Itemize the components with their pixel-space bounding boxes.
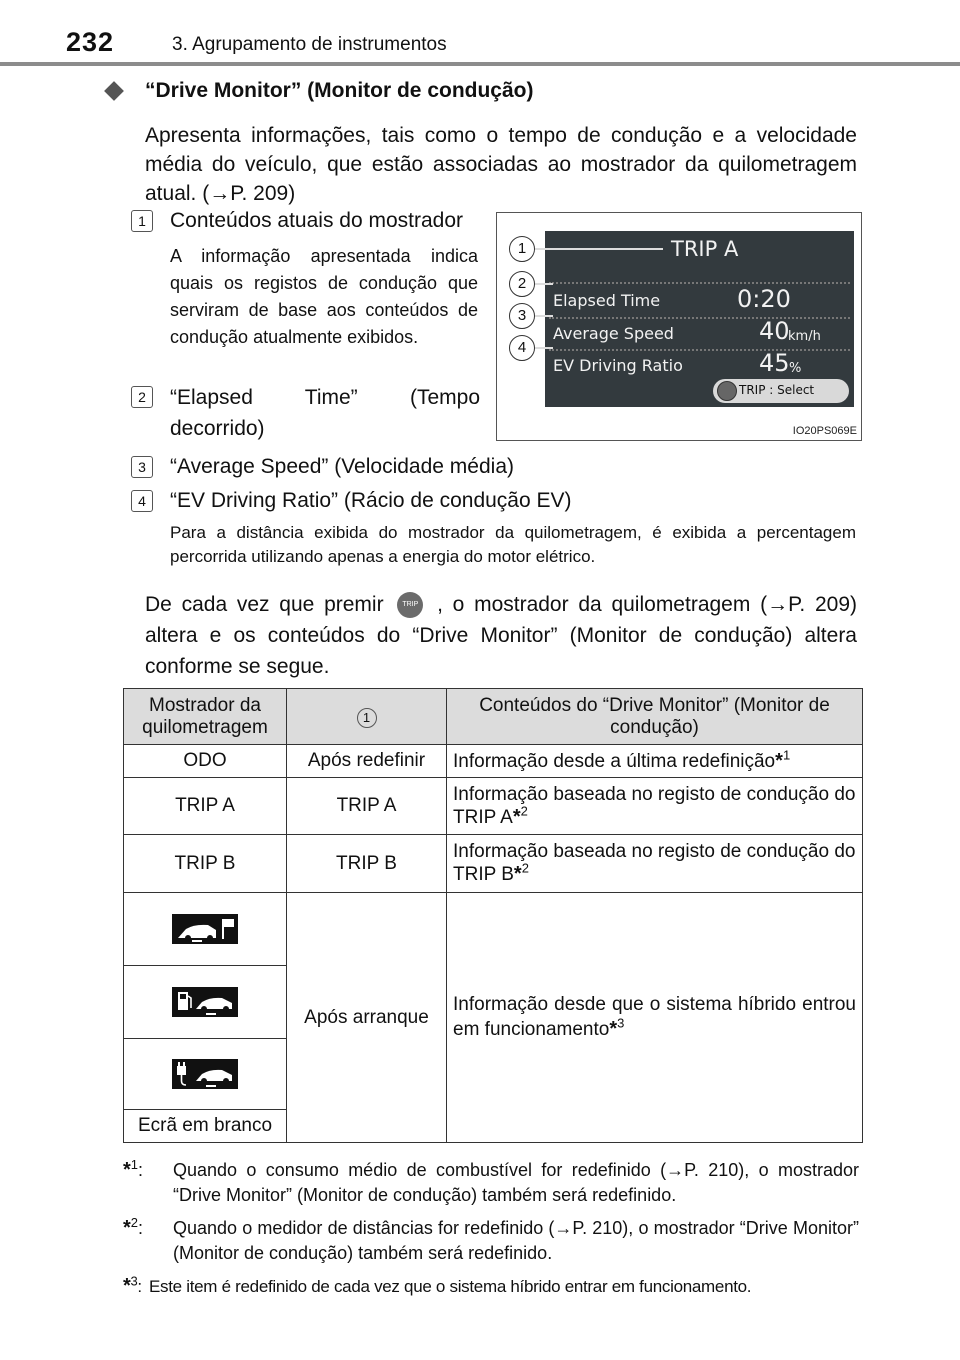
figure-code: IO20PS069E [792, 425, 857, 437]
item-desc-1: A informação apresentada indica quais os registos de condução que serviram de base aos conteúdos de condução atualmente exibidos. [170, 246, 478, 347]
row-basis: TRIP A [287, 778, 447, 835]
callout-1: 1 [509, 236, 535, 262]
callout-leader-4 [535, 347, 553, 349]
footnote-star: * [123, 1159, 131, 1181]
display-screen [545, 231, 854, 407]
footnote-star: * [609, 1018, 618, 1040]
footnote-3 [123, 1274, 859, 1299]
footnote-text: Quando o consumo médio de combustível for redefinido (→P. 210), o mostrador “Drive Monitor” (Monitor de condução) também será redefinido. [173, 1160, 859, 1205]
row-contents-text: Informação desde a última redefinição [453, 750, 776, 772]
footnote-star: * [123, 1275, 131, 1297]
section-intro: Apresenta informações, tais como o tempo de condução e a velocidade média do veículo, que estão associadas ao mostrador da quilometragem atual. (→P. 209) [145, 124, 857, 205]
table-row [124, 893, 863, 966]
screen-row-unit-3: % [789, 361, 802, 376]
footnote-ref: 1 [782, 747, 791, 763]
footnote-ref: 3 [617, 1015, 625, 1031]
screen-row-label-2: Average Speed [553, 324, 674, 343]
item-title-2: “Elapsed Time” (Tempo decorrido) [170, 386, 480, 440]
callout-leader-3 [535, 315, 553, 317]
item-title-4: “EV Driving Ratio” (Rácio de condução EV) [170, 489, 572, 512]
item-number-3: 3 [131, 456, 153, 478]
header-contents: Conteúdos do “Drive Monitor” (Monitor de condução) [447, 689, 863, 745]
screen-separator [549, 317, 850, 319]
range-to-flag-icon [172, 914, 238, 944]
diamond-bullet-icon [104, 81, 124, 101]
row-odometer: ODO [124, 745, 287, 778]
item-number-2: 2 [131, 386, 153, 408]
screen-row-value-1: 0:20 [737, 285, 791, 313]
table-row [124, 778, 863, 835]
page-number: 232 [66, 27, 115, 57]
blank-display-cell: Ecrã em branco [124, 1110, 287, 1143]
group-contents [447, 893, 863, 1143]
item-number-1: 1 [131, 210, 153, 232]
screen-row-value-3: 45 [759, 349, 790, 377]
trip-button-icon: TRIP [397, 592, 423, 618]
ev-range-icon [172, 1059, 238, 1089]
row-contents-text: Informação baseada no registo de condução do TRIP B [453, 841, 856, 885]
footnote-label: *$^2$: [123, 1215, 144, 1239]
screen-row-value-2: 40 [759, 317, 790, 345]
footnote-1 [123, 1158, 859, 1208]
footnote-text: Quando o medidor de distâncias for redefinido (→P. 210), o mostrador “Drive Monitor” (Monitor de condução) também será redefinido. [173, 1218, 859, 1263]
header-rule [0, 62, 960, 66]
item-number-4: 4 [131, 490, 153, 512]
callout-2: 2 [509, 271, 535, 297]
trip-paragraph [145, 589, 857, 682]
table-row [124, 745, 863, 778]
screen-separator [549, 349, 850, 351]
group-basis: Após arranque [287, 893, 447, 1143]
footnote-star: * [123, 1217, 131, 1239]
row-odometer: TRIP A [124, 778, 287, 835]
row-contents [447, 835, 863, 893]
table-row [124, 835, 863, 893]
screen-separator [549, 282, 850, 284]
callout-3: 3 [509, 303, 535, 329]
footnote-ref: 2 [521, 860, 529, 876]
header-odometer: Mostrador da quilometragem [124, 689, 287, 745]
trip-knob-icon [717, 381, 737, 401]
icon-cell [124, 1039, 287, 1110]
chapter-title: 3. Agrupamento de instrumentos [172, 34, 447, 55]
item-title-1: Conteúdos atuais do mostrador [170, 209, 464, 232]
drive-monitor-figure [496, 212, 862, 441]
screen-row-label-3: EV Driving Ratio [553, 356, 683, 375]
footnote-text: Este item é redefinido de cada vez que o sistema híbrido entrar em funcionamento. [149, 1277, 752, 1296]
group-contents-text: Informação desde que o sistema híbrido entrou em funcionamento [453, 994, 856, 1040]
row-odometer: TRIP B [124, 835, 287, 893]
callout-4: 4 [509, 335, 535, 361]
icon-cell [124, 966, 287, 1039]
fuel-range-icon [172, 987, 238, 1017]
callout-leader-1 [535, 248, 663, 250]
footnote-ref: 2 [520, 803, 528, 819]
header-number: 1 [357, 708, 377, 728]
footnote-star: * [775, 749, 783, 772]
footnote-number: 2 [130, 1215, 139, 1230]
footnote-number: 3 [130, 1273, 138, 1289]
footnote-2 [123, 1216, 859, 1266]
row-basis: Após redefinir [287, 745, 447, 778]
table-header-row [124, 689, 863, 745]
item-title-3: “Average Speed” (Velocidade média) [170, 455, 514, 478]
header-number-cell [287, 689, 447, 745]
footnote-star: * [513, 863, 522, 885]
screen-row-label-1: Elapsed Time [553, 291, 661, 310]
footnote-label: *$^1$: [123, 1157, 144, 1181]
row-contents-text: Informação baseada no registo de condução do TRIP A [453, 783, 856, 828]
row-basis: TRIP B [287, 835, 447, 893]
select-pill [713, 379, 849, 403]
screen-row-unit-2: km/h [788, 329, 821, 344]
footnote-number: 1 [130, 1157, 139, 1172]
icon-cell [124, 893, 287, 966]
item-desc-4: Para a distância exibida do mostrador da quilometragem, é exibida a percentagem percorrida utilizando apenas a energia do motor elétrico. [170, 523, 856, 566]
footnote-label: *$^3$: [123, 1273, 142, 1297]
section-heading: “Drive Monitor” (Monitor de condução) [145, 79, 534, 102]
trip-paragraph-before: De cada vez que premir [145, 593, 384, 616]
screen-title: TRIP A [671, 237, 739, 261]
drive-monitor-table [123, 688, 863, 1143]
row-contents [447, 778, 863, 835]
footnote-star: * [512, 805, 521, 828]
callout-leader-2 [535, 283, 553, 285]
select-label: TRIP : Select [739, 383, 815, 397]
trip-paragraph-after: , o mostrador da quilometragem (→P. 209) altera e os conteúdos do “Drive Monitor” (Monitor de condução) altera conforme se segue. [145, 593, 857, 678]
row-contents [447, 745, 863, 778]
